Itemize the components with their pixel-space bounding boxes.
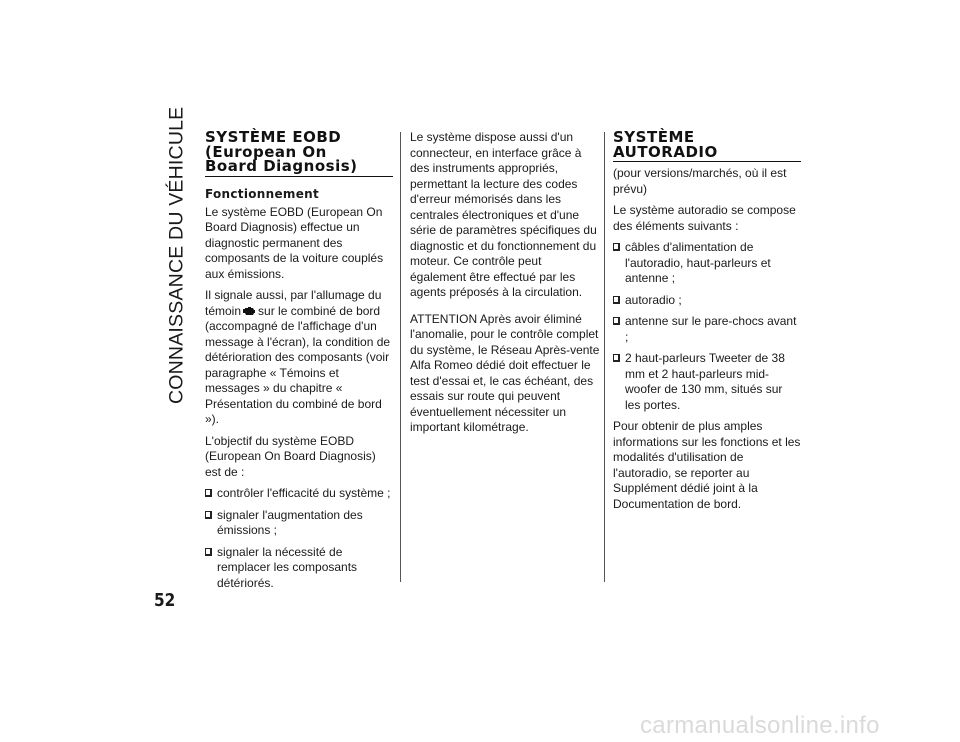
checkbox-bullet-icon (613, 354, 620, 362)
eobd-paragraph-2: Il signale aussi, par l'allumage du témoin sur le combiné de bord (accompagné de l'affichage d'un message à l'écran), la condition de détérioration des composants (voir paragraphe « Témoins et messages » du chapitre « Présentation du combiné de bord »). (205, 288, 391, 426)
engine-check-icon (242, 306, 256, 316)
column-divider (604, 132, 605, 582)
eobd-paragraph-3: L'objectif du système EOBD (European On Board Diagnosis) est de : (205, 433, 376, 479)
checkbox-bullet-icon (613, 243, 620, 251)
autoradio-availability-note: (pour versions/marchés, où il est prévu) (613, 166, 787, 196)
autoradio-heading: SYSTÈME AUTORADIO (613, 130, 801, 162)
column-eobd (205, 130, 393, 597)
list-item: contrôler l'efficacité du système ; (205, 486, 393, 502)
fonctionnement-subheading: Fonctionnement (205, 186, 320, 201)
checkbox-bullet-icon (205, 511, 212, 519)
checkbox-bullet-icon (205, 489, 212, 497)
eobd-paragraph-1: Le système EOBD (European On Board Diagnosis) effectue un diagnostic permanent des composants de la voiture couplés aux émissions. (205, 204, 384, 281)
checkbox-bullet-icon (613, 317, 620, 325)
eobd-paragraph-4: Le système dispose aussi d'un connecteur, en interface grâce à des instruments appropriés, permettant la lecture des codes d'erreur mémorisés dans les centrales électroniques et d'une série de paramètres spécifiques du diagnostic et du fonctionnement du moteur. Ce contrôle peut également être effectué par les agents préposés à la circulation. (410, 130, 597, 299)
chapter-title: CONNAISSANCE DU VÉHICULE (165, 106, 188, 404)
autoradio-paragraph-1: Le système autoradio se compose des éléments suivants : (613, 203, 796, 233)
list-item: câbles d'alimentation de l'autoradio, haut-parleurs et antenne ; (613, 240, 801, 287)
column-divider (400, 132, 401, 582)
watermark: carmanualsonline.info (640, 712, 880, 739)
list-item: 2 haut-parleurs Tweeter de 38 mm et 2 haut-parleurs mid-woofer de 130 mm, situés sur les portes. (613, 351, 801, 413)
checkbox-bullet-icon (205, 548, 212, 556)
checkbox-bullet-icon (613, 296, 620, 304)
page-number: 52 (154, 590, 176, 611)
autoradio-paragraph-2: Pour obtenir de plus amples informations sur les fonctions et les modalités d'utilisation de l'autoradio, se reporter au Supplément dédié joint à la Documentation de bord. (613, 419, 801, 511)
list-item: antenne sur le pare-chocs avant ; (613, 314, 801, 345)
list-item: signaler la nécessité de remplacer les composants détériorés. (205, 545, 393, 592)
column-autoradio (613, 130, 801, 518)
column-eobd-continued (410, 130, 600, 442)
list-item: autoradio ; (613, 293, 801, 309)
list-item: signaler l'augmentation des émissions ; (205, 508, 393, 539)
attention-paragraph: ATTENTION Après avoir éliminé l'anomalie, pour le contrôle complet du système, le Réseau Après-vente Alfa Romeo dédié doit effectuer le test d'essai et, le cas échéant, des essais sur route qui peuvent éventuellement nécessiter un important kilométrage. (410, 311, 600, 434)
eobd-heading: SYSTÈME EOBD (European On Board Diagnosis) (205, 130, 393, 177)
